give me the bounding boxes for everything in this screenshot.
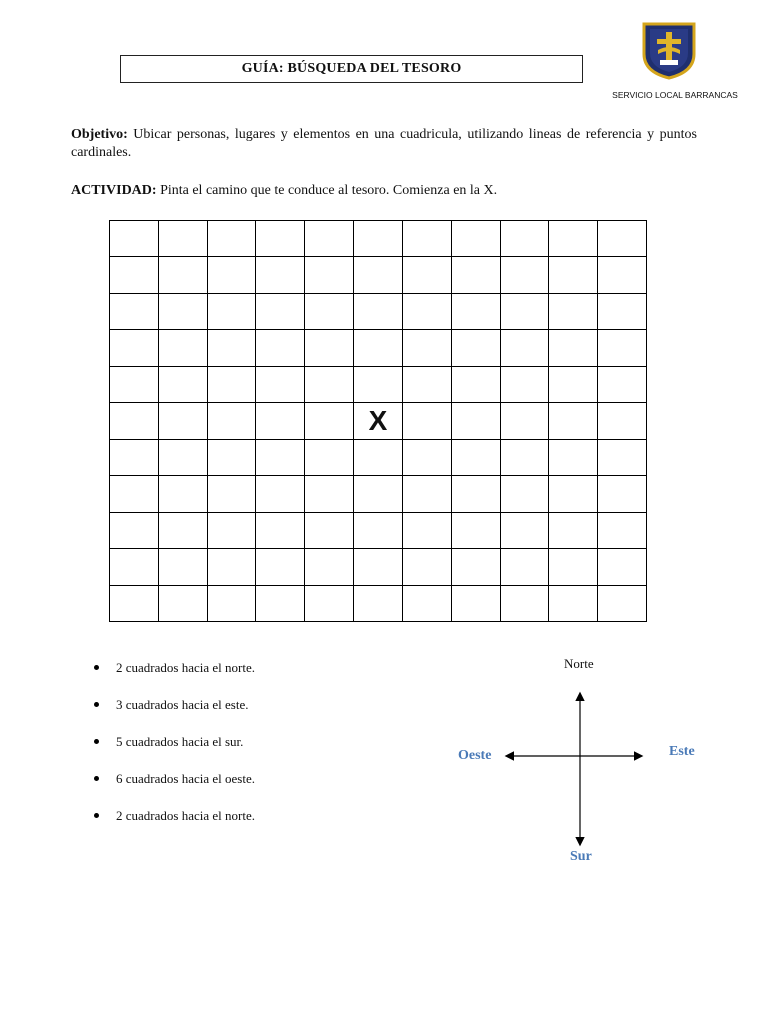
grid-cell: [256, 294, 305, 330]
grid-cell: [452, 367, 501, 403]
grid-cell: [305, 330, 354, 366]
title-text: GUÍA: BÚSQUEDA DEL TESORO: [241, 61, 462, 76]
grid-cell: [598, 586, 647, 622]
grid-cell: [549, 367, 598, 403]
grid-cell: [110, 586, 159, 622]
grid-cell: [403, 294, 452, 330]
grid-cell: [354, 330, 403, 366]
steps-list: [92, 659, 255, 844]
grid-cell: [501, 257, 550, 293]
grid-cell: [354, 257, 403, 293]
grid-cell: [598, 513, 647, 549]
grid-cell: [501, 367, 550, 403]
bullet-icon: [94, 702, 99, 707]
grid-cell: [354, 440, 403, 476]
grid-cell: [598, 294, 647, 330]
grid-cell: [354, 549, 403, 585]
grid-cell: [305, 513, 354, 549]
grid-cell: [403, 403, 452, 439]
grid-cell: [501, 549, 550, 585]
step-text: 6 cuadrados hacia el oeste.: [116, 771, 255, 786]
grid-cell: [549, 257, 598, 293]
grid-cell: [403, 549, 452, 585]
grid-cell: [549, 294, 598, 330]
grid-cell: [501, 440, 550, 476]
grid-cell: [598, 367, 647, 403]
compass-south-label: Sur: [570, 849, 592, 864]
grid-cell: [403, 513, 452, 549]
grid-cell: [110, 513, 159, 549]
grid-cell: [110, 330, 159, 366]
step-item: [92, 659, 255, 696]
grid-cell: [549, 476, 598, 512]
activity-text: Pinta el camino que te conduce al tesoro. Comienza en la X.: [156, 183, 498, 198]
grid-cell: [354, 476, 403, 512]
grid-cell: [305, 440, 354, 476]
grid-cell: [501, 403, 550, 439]
step-text: 5 cuadrados hacia el sur.: [116, 734, 244, 749]
grid-cell: [452, 257, 501, 293]
grid-cell: [208, 257, 257, 293]
grid-cell: [159, 294, 208, 330]
worksheet-title: [120, 55, 583, 83]
step-text: 3 cuadrados hacia el este.: [116, 697, 249, 712]
grid-cell: [256, 257, 305, 293]
grid-cell: [549, 440, 598, 476]
grid-cell: [452, 330, 501, 366]
grid-cell: [208, 330, 257, 366]
grid-cell: [403, 221, 452, 257]
grid-cell: [305, 257, 354, 293]
grid-cell: [256, 513, 305, 549]
start-cell: X: [354, 403, 403, 439]
grid-cell: [549, 513, 598, 549]
grid-cell: [354, 513, 403, 549]
grid-cell: [354, 221, 403, 257]
grid-cell: [501, 330, 550, 366]
grid-cell: [305, 294, 354, 330]
step-item: [92, 696, 255, 733]
grid-cell: [159, 221, 208, 257]
grid-cell: [110, 294, 159, 330]
grid-cell: [159, 476, 208, 512]
step-item: [92, 807, 255, 844]
grid-cell: [549, 586, 598, 622]
grid-cell: [256, 330, 305, 366]
grid-cell: [549, 403, 598, 439]
activity-paragraph: [71, 182, 697, 200]
grid-cell: [403, 440, 452, 476]
grid-cell: [501, 221, 550, 257]
grid-cell: [452, 586, 501, 622]
grid-cell: [256, 586, 305, 622]
grid-cell: [598, 440, 647, 476]
grid-cell: [256, 440, 305, 476]
objective-label: Objetivo:: [71, 127, 128, 142]
grid-cell: [452, 440, 501, 476]
grid-cell: [110, 476, 159, 512]
grid-cell: [305, 586, 354, 622]
objective-paragraph: [71, 126, 697, 162]
grid-cell: [159, 257, 208, 293]
grid-cell: [159, 330, 208, 366]
grid-cell: [208, 513, 257, 549]
step-item: [92, 770, 255, 807]
grid-cell: [452, 221, 501, 257]
bullet-icon: [94, 813, 99, 818]
grid-cell: [501, 513, 550, 549]
treasure-grid: [109, 220, 647, 622]
grid-cell: [159, 403, 208, 439]
grid-cell: [598, 403, 647, 439]
grid-cell: [549, 221, 598, 257]
grid-cell: [598, 549, 647, 585]
grid-cell: [305, 476, 354, 512]
step-item: [92, 733, 255, 770]
grid-cell: [256, 367, 305, 403]
compass-east-label: Este: [669, 744, 695, 759]
grid-cell: [256, 221, 305, 257]
grid-cell: [501, 476, 550, 512]
grid-cell: [403, 257, 452, 293]
grid-cell: [354, 586, 403, 622]
grid-cell: [354, 294, 403, 330]
grid-cell: [208, 549, 257, 585]
grid-cell: [159, 440, 208, 476]
organization-name: SERVICIO LOCAL BARRANCAS: [612, 90, 738, 100]
grid-cell: [208, 367, 257, 403]
objective-text: Ubicar personas, lugares y elementos en una cuadricula, utilizando lineas de referencia y puntos cardinales.: [71, 127, 697, 160]
grid-cell: [549, 549, 598, 585]
grid-cell: [305, 403, 354, 439]
grid-cell: [403, 476, 452, 512]
grid-cell: [598, 257, 647, 293]
step-text: 2 cuadrados hacia el norte.: [116, 808, 255, 823]
grid-cell: [452, 294, 501, 330]
grid-cell: [208, 586, 257, 622]
grid-cell: [159, 549, 208, 585]
compass-west-label: Oeste: [458, 748, 492, 763]
grid-cell: [159, 586, 208, 622]
grid-cell: [256, 403, 305, 439]
grid-cell: [354, 367, 403, 403]
grid-cell: [110, 440, 159, 476]
grid-cell: [549, 330, 598, 366]
grid-cell: [501, 586, 550, 622]
activity-label: ACTIVIDAD:: [71, 183, 157, 198]
grid-cell: [305, 549, 354, 585]
grid-cell: [452, 549, 501, 585]
grid-cell: [208, 476, 257, 512]
grid-cell: [110, 367, 159, 403]
grid-cell: [452, 476, 501, 512]
grid-cell: [110, 257, 159, 293]
grid-cell: [403, 367, 452, 403]
grid-cell: [256, 476, 305, 512]
grid-cell: [452, 513, 501, 549]
grid-cell: [208, 221, 257, 257]
school-crest-icon: [640, 20, 698, 80]
grid-cell: [159, 367, 208, 403]
grid-cell: [598, 476, 647, 512]
grid-cell: [403, 586, 452, 622]
grid-cell: [598, 221, 647, 257]
grid-cell: [452, 403, 501, 439]
compass-north-label: Norte: [564, 656, 594, 671]
grid-cell: [159, 513, 208, 549]
grid-cell: [305, 221, 354, 257]
grid-cell: [110, 403, 159, 439]
grid-cell: [208, 403, 257, 439]
bullet-icon: [94, 776, 99, 781]
grid-cell: [256, 549, 305, 585]
grid-cell: [110, 221, 159, 257]
grid-cell: [403, 330, 452, 366]
grid-cell: [110, 549, 159, 585]
grid-cell: [598, 330, 647, 366]
step-text: 2 cuadrados hacia el norte.: [116, 660, 255, 675]
grid-cell: [208, 294, 257, 330]
grid-cell: [501, 294, 550, 330]
bullet-icon: [94, 739, 99, 744]
grid-cell: [208, 440, 257, 476]
grid-cell: [305, 367, 354, 403]
compass-rose: [440, 650, 740, 880]
bullet-icon: [94, 665, 99, 670]
